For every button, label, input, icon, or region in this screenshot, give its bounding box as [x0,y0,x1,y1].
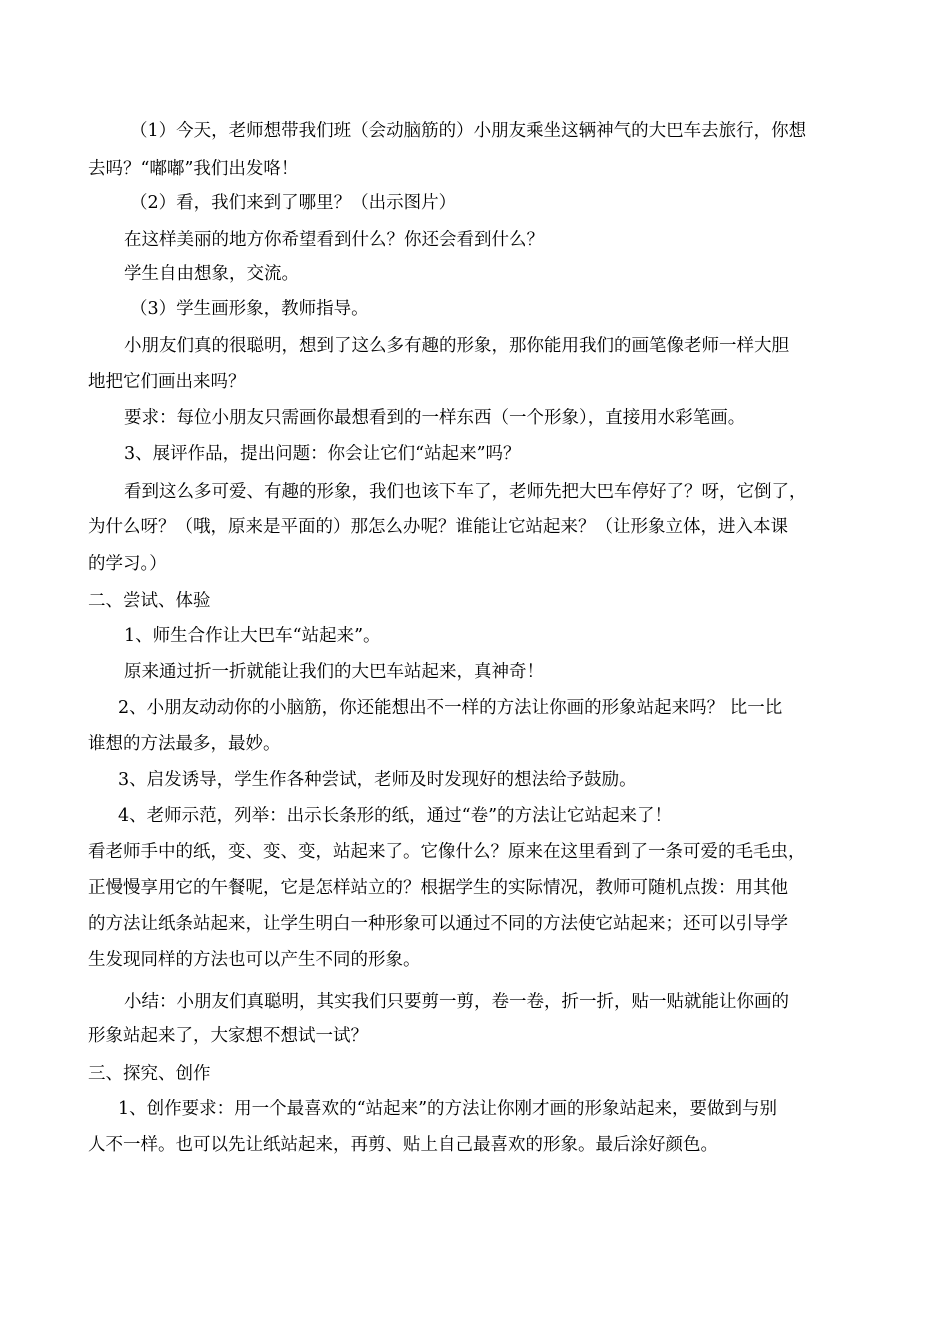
text-line: 形象站起来了，大家想不想试一试？ [88,1026,368,1046]
text-line: 人不一样。也可以先让纸站起来，再剪、贴上自己最喜欢的形象。最后涂好颜色。 [88,1135,718,1155]
text-line: 1、师生合作让大巴车“站起来”。 [124,626,381,646]
section-heading: 二、尝试、体验 [88,591,211,611]
text-line: 2、小朋友动动你的小脑筋，你还能想出不一样的方法让你画的形象站起来吗？ 比一比 [118,698,783,718]
section-heading: 三、探究、创作 [88,1064,211,1084]
text-line: 去吗？“嘟嘟”我们出发咯！ [88,159,299,179]
text-line: 的学习。） [88,554,167,574]
text-line: 1、创作要求：用一个最喜欢的“站起来”的方法让你刚才画的形象站起来，要做到与别 [118,1099,778,1119]
text-line: 小朋友们真的很聪明，想到了这么多有趣的形象，那你能用我们的画笔像老师一样大胆 [124,336,789,356]
text-line: 谁想的方法最多，最妙。 [88,734,281,754]
text-line: （2）看，我们来到了哪里？（出示图片） [130,193,457,213]
text-line: 学生自由想象，交流。 [124,264,299,284]
text-line: 3、展评作品，提出问题：你会让它们“站起来”吗？ [124,444,521,464]
text-line: 要求：每位小朋友只需画你最想看到的一样东西（一个形象），直接用水彩笔画。 [124,408,746,428]
text-line: 的方法让纸条站起来，让学生明白一种形象可以通过不同的方法使它站起来；还可以引导学 [88,914,788,934]
text-line: 为什么呀？（哦，原来是平面的）那怎么办呢？谁能让它站起来？（让形象立体，进入本课 [88,517,788,537]
text-line: 原来通过折一折就能让我们的大巴车站起来，真神奇！ [124,662,544,682]
text-line: 生发现同样的方法也可以产生不同的形象。 [88,950,421,970]
text-line: 小结：小朋友们真聪明，其实我们只要剪一剪，卷一卷，折一折，贴一贴就能让你画的 [124,992,789,1012]
text-line: （3）学生画形象，教师指导。 [130,299,369,319]
text-line: 地把它们画出来吗？ [88,372,246,392]
text-line: 正慢慢享用它的午餐呢，它是怎样站立的？根据学生的实际情况，教师可随机点拨：用其他 [88,878,788,898]
text-line: 看到这么多可爱、有趣的形象，我们也该下车了，老师先把大巴车停好了？呀，它倒了， [124,482,807,502]
text-line: 4、老师示范，列举：出示长条形的纸，通过“卷”的方法让它站起来了！ [118,806,673,826]
text-line: 看老师手中的纸，变、变、变，站起来了。它像什么？原来在这里看到了一条可爱的毛毛虫， [88,842,806,862]
text-line: （1）今天，老师想带我们班（会动脑筋的）小朋友乘坐这辆神气的大巴车去旅行，你想 [130,121,807,141]
text-line: 在这样美丽的地方你希望看到什么？你还会看到什么？ [124,230,544,250]
text-line: 3、启发诱导，学生作各种尝试，老师及时发现好的想法给予鼓励。 [118,770,637,790]
